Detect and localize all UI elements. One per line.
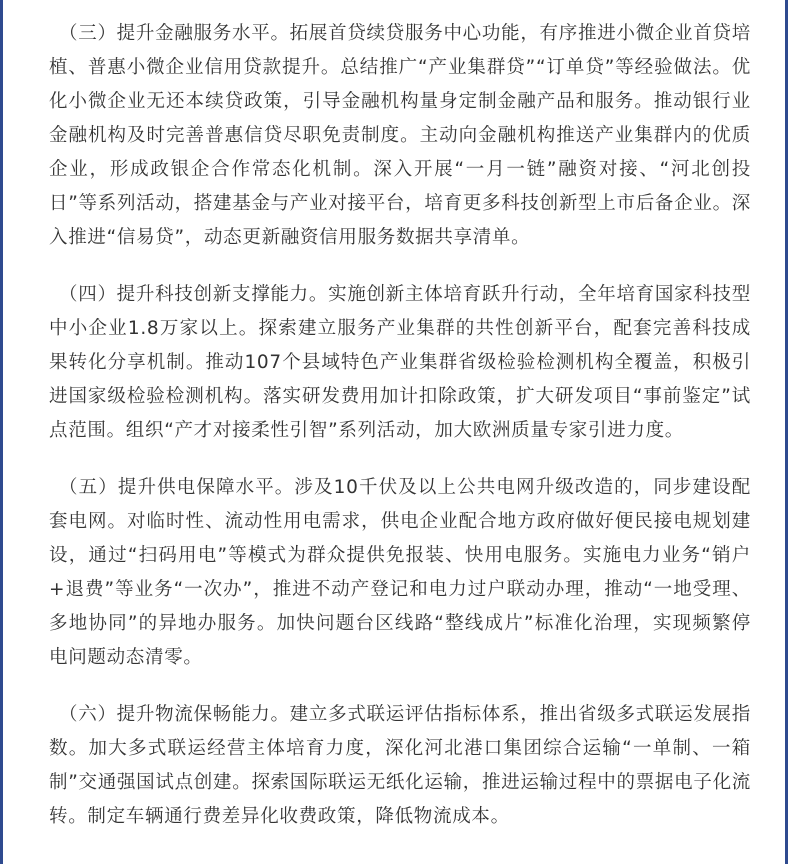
paragraph-logistics: （六）提升物流保畅能力。建立多式联运评估指标体系，推出省级多式联运发展指数。加大多式联运经营主体培育力度，深化河北港口集团综合运输“一单制、一箱制”交通强国试点创建。探索国际联运无纸化运输，推进运输过程中的票据电子化流转。制定车辆通行费差异化收费政策，降低物流成本。 [49,704,751,827]
paragraph-power-supply: （五）提升供电保障水平。涉及10千伏及以上公共电网升级改造的，同步建设配套电网。对临时性、流动性用电需求，供电企业配合地方政府做好便民接电规划建设，通过“扫码用电”等模式为群众提供免报装、快用电服务。实施电力业务“销户+退费”等业务“一次办”，推进不动产登记和电力过户联动办理，推动“一地受理、多地协同”的异地办服务。加快问题台区线路“整线成片”标准化治理，实现频繁停电问题动态清零。 [49,477,751,668]
paragraph-tech-innovation: （四）提升科技创新支撑能力。实施创新主体培育跃升行动，全年培育国家科技型中小企业1.8万家以上。探索建立服务产业集群的共性创新平台，配套完善科技成果转化分享机制。推动107个县域特色产业集群省级检验检测机构全覆盖，积极引进国家级检验检测机构。落实研发费用加计扣除政策，扩大研发项目“事前鉴定”试点范围。组织“产才对接柔性引智”系列活动，加大欧洲质量专家引进力度。 [49,284,751,441]
paragraph-financial-services: （三）提升金融服务水平。拓展首贷续贷服务中心功能，有序推进小微企业首贷培植、普惠小微企业信用贷款提升。总结推广“产业集群贷”“订单贷”等经验做法。优化小微企业无还本续贷政策，引导金融机构量身定制金融产品和服务。推动银行业金融机构及时完善普惠信贷尽职免责制度。主动向金融机构推送产业集群内的优质企业，形成政银企合作常态化机制。深入开展“一月一链”融资对接、“河北创投日”等系列活动，搭建基金与产业对接平台，培育更多科技创新型上市后备企业。深入推进“信易贷”，动态更新融资信用服务数据共享清单。 [49,23,751,248]
article-body [49,17,751,857]
